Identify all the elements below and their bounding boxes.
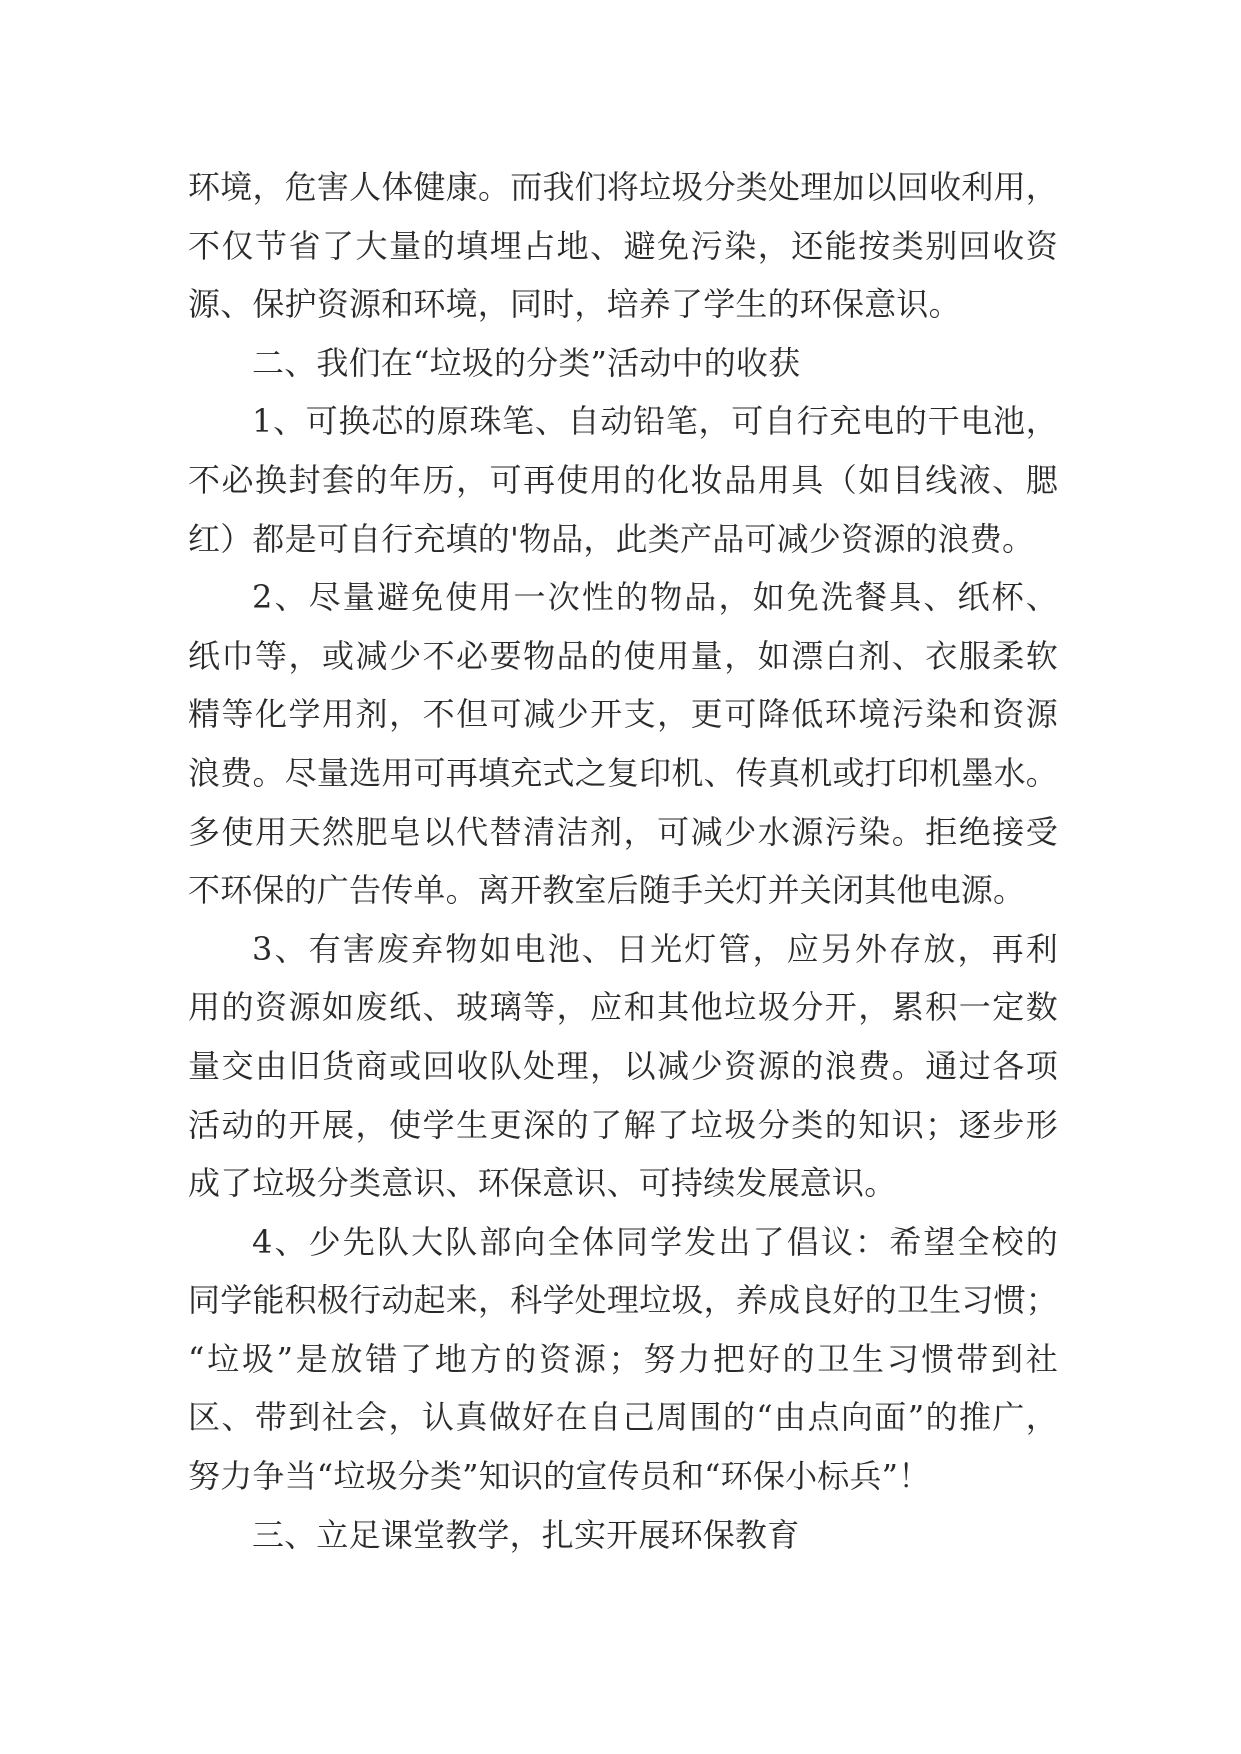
text-line: 区、带到社会，认真做好在自己周围的“由点向面”的推广， — [188, 1398, 1058, 1437]
text-line: 红）都是可自行充填的'物品，此类产品可减少资源的浪费。 — [188, 519, 1035, 558]
text-line: 不必换封套的年历，可再使用的化妆品用具（如目线液、腮 — [188, 460, 1058, 499]
text-line: 浪费。尽量选用可再填充式之复印机、传真机或打印机墨水。 — [188, 753, 1058, 792]
text-line: 纸巾等，或减少不必要物品的使用量，如漂白剂、衣服柔软 — [188, 636, 1058, 675]
text-line: 2、尽量避免使用一次性的物品，如免洗餐具、纸杯、 — [252, 578, 1058, 617]
text-line: 用的资源如废纸、玻璃等，应和其他垃圾分开，累积一定数 — [188, 988, 1058, 1027]
text-line: 努力争当“垃圾分类”知识的宣传员和“环保小标兵”！ — [188, 1457, 931, 1496]
text-line: 多使用天然肥皂以代替清洁剂，可减少水源污染。拒绝接受 — [188, 812, 1058, 851]
text-line: 1、可换芯的原珠笔、自动铅笔，可自行充电的干电池， — [252, 402, 1058, 441]
text-line: 量交由旧货商或回收队处理，以减少资源的浪费。通过各项 — [188, 1046, 1058, 1085]
text-line: 成了垃圾分类意识、环保意识、可持续发展意识。 — [188, 1164, 897, 1203]
body-text — [188, 158, 1058, 1564]
text-line: 环境，危害人体健康。而我们将垃圾分类处理加以回收利用， — [188, 168, 1058, 206]
text-line: “垃圾”是放错了地方的资源；努力把好的卫生习惯带到社 — [188, 1339, 1058, 1378]
text-line: 同学能积极行动起来，科学处理垃圾，养成良好的卫生习惯； — [188, 1281, 1058, 1320]
text-line: 源、保护资源和环境，同时，培养了学生的环保意识。 — [188, 285, 961, 324]
text-line: 4、少先队大队部向全体同学发出了倡议：希望全校的 — [252, 1222, 1058, 1261]
text-line: 不环保的广告传单。离开教室后随手关灯并关闭其他电源。 — [188, 871, 1026, 910]
text-line: 精等化学用剂，不但可减少开支，更可降低环境污染和资源 — [188, 695, 1058, 734]
text-line: 二、我们在“垃圾的分类”活动中的收获 — [252, 343, 801, 382]
text-line: 活动的开展，使学生更深的了解了垃圾分类的知识；逐步形 — [188, 1105, 1058, 1144]
text-line: 三、立足课堂教学，扎实开展环保教育 — [252, 1515, 800, 1554]
text-line: 不仅节省了大量的填埋占地、避免污染，还能按类别回收资 — [188, 226, 1058, 265]
text-line: 3、有害废弃物如电池、日光灯管，应另外存放，再利 — [252, 929, 1058, 968]
